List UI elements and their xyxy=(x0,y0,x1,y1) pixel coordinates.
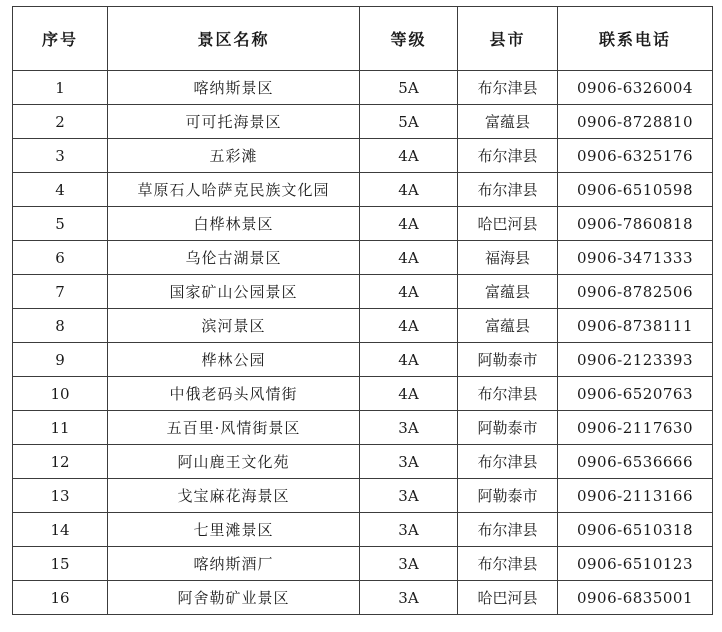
table-row xyxy=(13,479,713,513)
cell-grade: 4A xyxy=(360,207,458,241)
cell-spot-name: 阿舍勒矿业景区 xyxy=(108,581,360,615)
cell-phone: 0906-2123393 xyxy=(558,343,713,377)
cell-county: 布尔津县 xyxy=(458,513,558,547)
table-row xyxy=(13,411,713,445)
cell-phone: 0906-6325176 xyxy=(558,139,713,173)
cell-spot-name: 白桦林景区 xyxy=(108,207,360,241)
cell-grade: 3A xyxy=(360,479,458,513)
cell-phone: 0906-2113166 xyxy=(558,479,713,513)
table-header xyxy=(13,7,713,71)
cell-grade: 5A xyxy=(360,71,458,105)
cell-county: 布尔津县 xyxy=(458,445,558,479)
cell-index: 12 xyxy=(13,445,108,479)
cell-phone: 0906-8738111 xyxy=(558,309,713,343)
cell-spot-name: 乌伦古湖景区 xyxy=(108,241,360,275)
cell-spot-name: 可可托海景区 xyxy=(108,105,360,139)
cell-index: 9 xyxy=(13,343,108,377)
cell-county: 布尔津县 xyxy=(458,71,558,105)
table-row xyxy=(13,173,713,207)
cell-spot-name: 中俄老码头风情街 xyxy=(108,377,360,411)
cell-index: 16 xyxy=(13,581,108,615)
table-row xyxy=(13,343,713,377)
header-grade: 等级 xyxy=(360,7,458,71)
cell-phone: 0906-6520763 xyxy=(558,377,713,411)
cell-index: 2 xyxy=(13,105,108,139)
cell-spot-name: 喀纳斯酒厂 xyxy=(108,547,360,581)
cell-county: 阿勒泰市 xyxy=(458,411,558,445)
cell-county: 阿勒泰市 xyxy=(458,479,558,513)
table-row xyxy=(13,445,713,479)
cell-grade: 4A xyxy=(360,309,458,343)
cell-grade: 3A xyxy=(360,581,458,615)
cell-index: 10 xyxy=(13,377,108,411)
cell-index: 5 xyxy=(13,207,108,241)
header-county: 县市 xyxy=(458,7,558,71)
cell-grade: 3A xyxy=(360,547,458,581)
cell-index: 1 xyxy=(13,71,108,105)
cell-phone: 0906-6510123 xyxy=(558,547,713,581)
cell-spot-name: 五百里·风情街景区 xyxy=(108,411,360,445)
cell-index: 11 xyxy=(13,411,108,445)
table-row xyxy=(13,207,713,241)
cell-spot-name: 喀纳斯景区 xyxy=(108,71,360,105)
cell-county: 哈巴河县 xyxy=(458,581,558,615)
table-row xyxy=(13,309,713,343)
cell-index: 3 xyxy=(13,139,108,173)
cell-index: 13 xyxy=(13,479,108,513)
header-index: 序号 xyxy=(13,7,108,71)
cell-index: 14 xyxy=(13,513,108,547)
cell-phone: 0906-8782506 xyxy=(558,275,713,309)
header-row xyxy=(13,7,713,71)
cell-grade: 4A xyxy=(360,377,458,411)
cell-phone: 0906-6510318 xyxy=(558,513,713,547)
cell-county: 阿勒泰市 xyxy=(458,343,558,377)
cell-county: 布尔津县 xyxy=(458,547,558,581)
cell-index: 15 xyxy=(13,547,108,581)
cell-spot-name: 草原石人哈萨克民族文化园 xyxy=(108,173,360,207)
table-row xyxy=(13,139,713,173)
header-spot-name: 景区名称 xyxy=(108,7,360,71)
cell-grade: 4A xyxy=(360,173,458,207)
cell-county: 富蕴县 xyxy=(458,105,558,139)
cell-phone: 0906-6326004 xyxy=(558,71,713,105)
scenic-spots-table xyxy=(12,6,713,615)
cell-index: 7 xyxy=(13,275,108,309)
cell-grade: 4A xyxy=(360,275,458,309)
cell-phone: 0906-2117630 xyxy=(558,411,713,445)
table-row xyxy=(13,581,713,615)
table-body xyxy=(13,71,713,615)
cell-index: 8 xyxy=(13,309,108,343)
cell-grade: 3A xyxy=(360,411,458,445)
cell-grade: 4A xyxy=(360,343,458,377)
cell-spot-name: 桦林公园 xyxy=(108,343,360,377)
table-row xyxy=(13,71,713,105)
cell-spot-name: 七里滩景区 xyxy=(108,513,360,547)
cell-spot-name: 国家矿山公园景区 xyxy=(108,275,360,309)
cell-grade: 3A xyxy=(360,445,458,479)
cell-grade: 4A xyxy=(360,139,458,173)
table-row xyxy=(13,377,713,411)
cell-county: 哈巴河县 xyxy=(458,207,558,241)
cell-phone: 0906-3471333 xyxy=(558,241,713,275)
cell-county: 布尔津县 xyxy=(458,377,558,411)
table-row xyxy=(13,513,713,547)
cell-phone: 0906-6835001 xyxy=(558,581,713,615)
cell-county: 布尔津县 xyxy=(458,173,558,207)
cell-county: 富蕴县 xyxy=(458,275,558,309)
table-row xyxy=(13,547,713,581)
cell-phone: 0906-8728810 xyxy=(558,105,713,139)
cell-phone: 0906-7860818 xyxy=(558,207,713,241)
cell-phone: 0906-6510598 xyxy=(558,173,713,207)
cell-index: 6 xyxy=(13,241,108,275)
cell-grade: 4A xyxy=(360,241,458,275)
table-row xyxy=(13,275,713,309)
cell-index: 4 xyxy=(13,173,108,207)
cell-spot-name: 戈宝麻花海景区 xyxy=(108,479,360,513)
cell-grade: 3A xyxy=(360,513,458,547)
cell-county: 福海县 xyxy=(458,241,558,275)
cell-spot-name: 滨河景区 xyxy=(108,309,360,343)
table-row xyxy=(13,241,713,275)
cell-spot-name: 阿山鹿王文化苑 xyxy=(108,445,360,479)
cell-county: 富蕴县 xyxy=(458,309,558,343)
header-phone: 联系电话 xyxy=(558,7,713,71)
cell-grade: 5A xyxy=(360,105,458,139)
table-row xyxy=(13,105,713,139)
cell-phone: 0906-6536666 xyxy=(558,445,713,479)
cell-spot-name: 五彩滩 xyxy=(108,139,360,173)
cell-county: 布尔津县 xyxy=(458,139,558,173)
